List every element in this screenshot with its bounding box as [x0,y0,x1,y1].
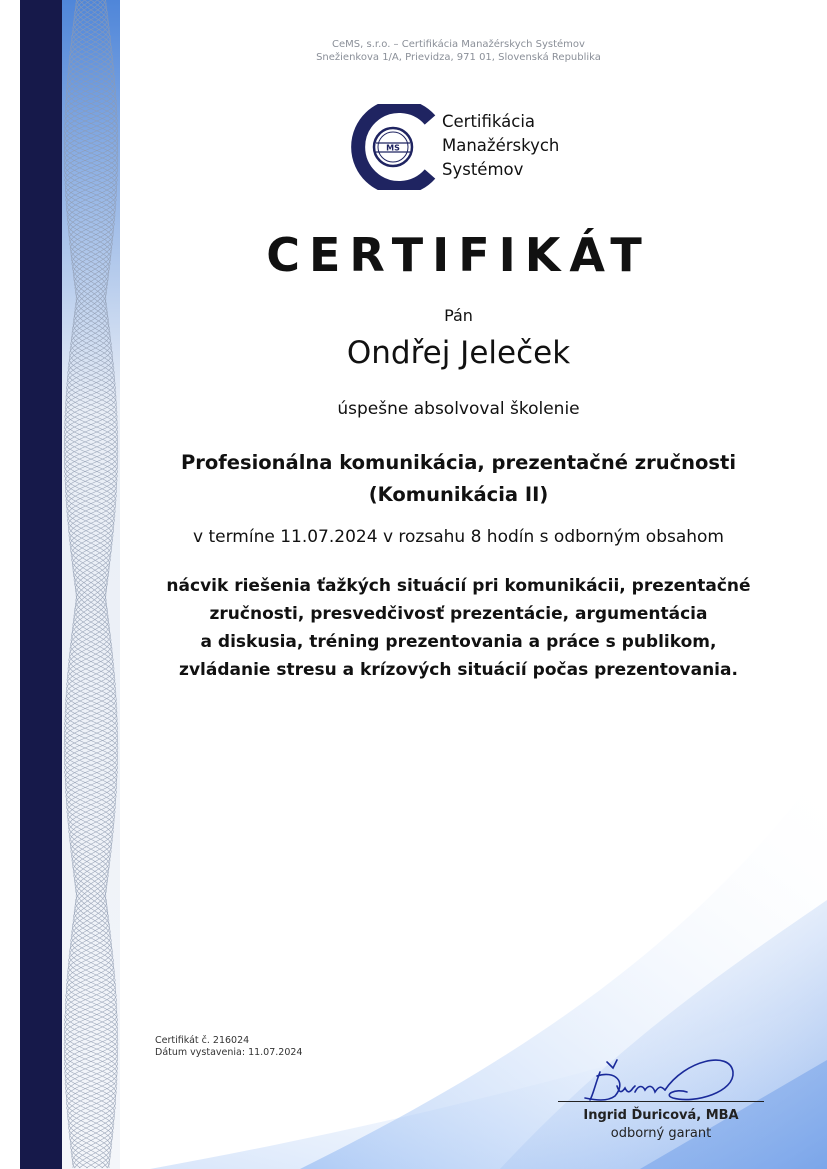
issue-date: Dátum vystavenia: 11.07.2024 [155,1047,303,1058]
content-line: nácvik riešenia ťažkých situácií pri komunikácii, prezentačné [166,576,751,596]
navy-side-strip [20,0,62,1169]
company-line: CeMS, s.r.o. – Certifikácia Manažérskych Systémov [332,39,585,50]
content-line: zvládanie stresu a krízových situácií počas prezentovania. [179,660,738,680]
content-line: a diskusia, tréning prezentovania a práce s publikom, [200,632,717,652]
signatory-name: Ingrid Ďuricová, MBA [583,1108,739,1123]
salutation: Pán [444,306,473,325]
company-address: Snežienkova 1/A, Prievidza, 971 01, Slovenská Republika [316,52,601,63]
course-title [90,447,827,511]
logo-line-3: Systémov [442,160,524,179]
company-header [90,38,827,64]
course-title-line-2: (Komunikácia II) [368,483,549,506]
certificate-title: CERTIFIKÁT [266,228,651,282]
signatory-role: odborný garant [610,1126,712,1141]
certificate-number: Certifikát č. 216024 [155,1035,250,1046]
logo-line-1: Certifikácia [442,112,536,131]
content-line: zručnosti, presvedčivosť prezentácie, argumentácia [209,604,708,624]
recipient-name: Ondřej Jeleček [346,335,571,371]
certificate-meta [155,1035,302,1059]
course-title-line-1: Profesionálna komunikácia, prezentačné zručnosti [180,451,737,474]
logo-wordmark [442,110,559,182]
signature-line [558,1101,764,1102]
logo-emblem-text: MS [386,143,400,153]
term-text: v termíne 11.07.2024 v rozsahu 8 hodín s odborným obsahom [193,527,724,547]
completion-text: úspešne absolvoval školenie [337,399,580,419]
logo-line-2: Manažérskych [442,136,560,155]
course-content [90,572,827,684]
